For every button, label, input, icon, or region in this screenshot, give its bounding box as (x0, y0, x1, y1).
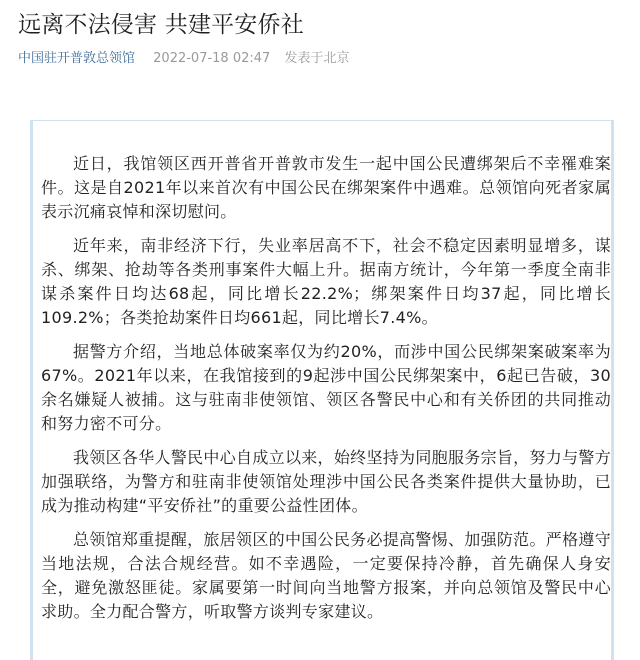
paragraph-2: 近年来，南非经济下行，失业率居高不下，社会不稳定因素明显增多，谋杀、绑架、抢劫等各类刑事案件大幅上升。据南方统计，今年第一季度全南非谋杀案件日均达68起，同比增长22.2%；绑架案件日均37起，同比增长109.2%；各类抢劫案件日均661起，同比增长7.4%。 (41, 236, 611, 327)
article-meta (18, 50, 349, 68)
article-title: 远离不法侵害 共建平安侨社 (18, 12, 304, 38)
paragraph-1: 近日，我馆领区西开普省开普敦市发生一起中国公民遭绑架后不幸罹难案件。这是自2021年以来首次有中国公民在绑架案件中遇难。总领馆向死者家属表示沉痛哀悼和深切慰问。 (41, 154, 611, 221)
publish-location: 发表于北京 (284, 51, 350, 66)
publish-time: 2022-07-18 02:47 (153, 51, 271, 66)
source-link[interactable]: 中国驻开普敦总领馆 (18, 51, 136, 66)
paragraph-5: 总领馆郑重提醒，旅居领区的中国公民务必提高警惕、加强防范。严格遵守当地法规，合法合规经营。如不幸遇险，一定要保持冷静，首先确保人身安全，避免激怒匪徒。家属要第一时间向当地警方报案，并向总领馆及警民中心求助。全力配合警方，听取警方谈判专家建议。 (41, 530, 611, 621)
paragraph-3: 据警方介绍，当地总体破案率仅为约20%，而涉中国公民绑架案破案率为67%。2021年以来，在我馆接到的9起涉中国公民绑架案中，6起已告破，30余名嫌疑人被捕。这与驻南非使领馆、领区各警民中心和有关侨团的共同推动和努力密不可分。 (41, 342, 611, 433)
article-body (41, 152, 611, 634)
paragraph-4: 我领区各华人警民中心自成立以来，始终坚持为同胞服务宗旨，努力与警方加强联络，为警方和驻南非使领馆处理涉中国公民各类案件提供大量协助，已成为推动构建“平安侨社”的重要公益性团体。 (41, 448, 611, 515)
